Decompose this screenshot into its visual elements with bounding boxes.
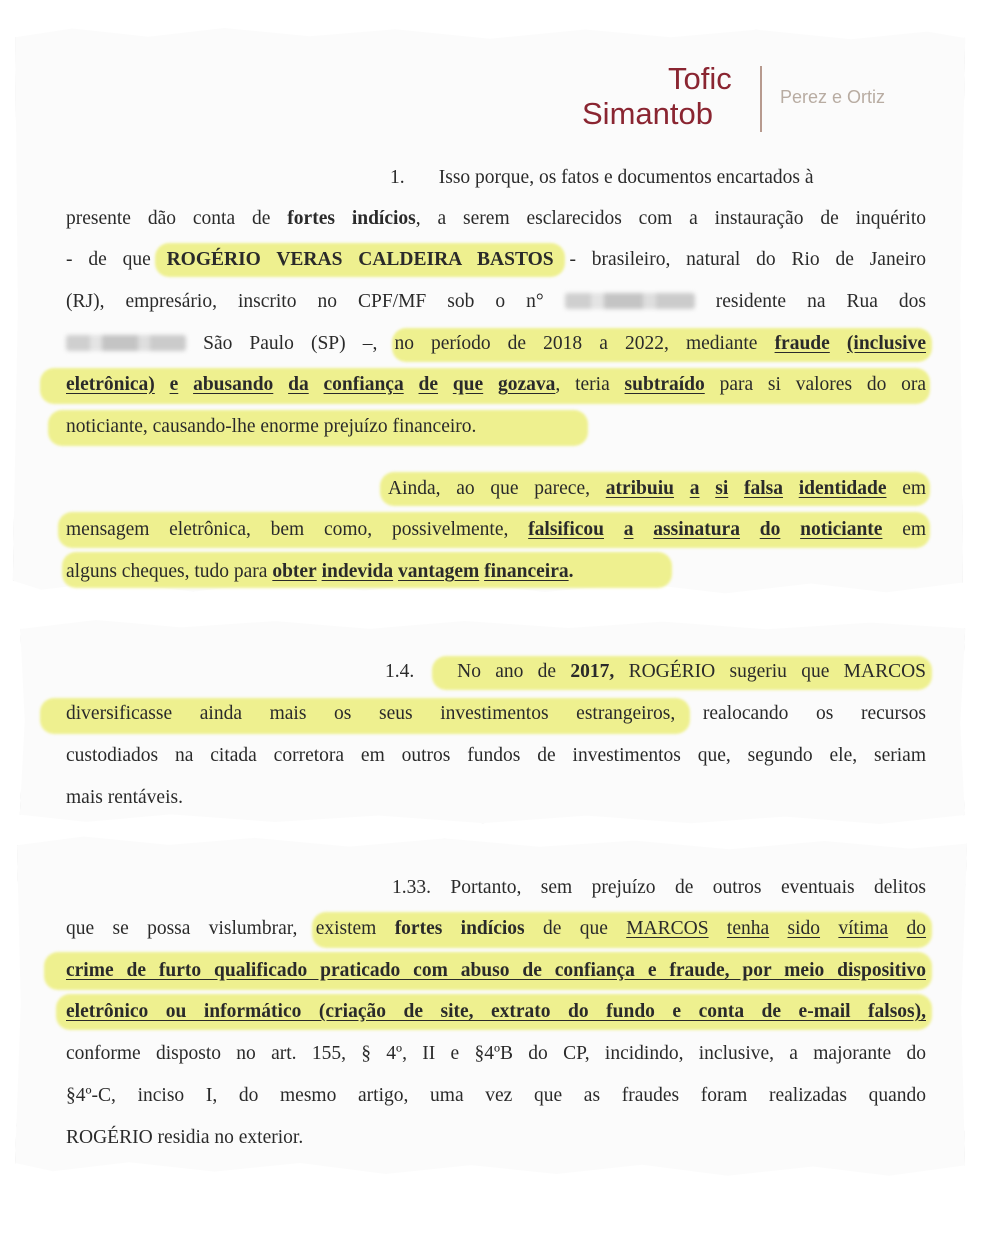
paragraph-number: 1.33.	[392, 877, 431, 898]
paragraph-1-4-line-3: custodiados na citada corretora em outros fundos de investimentos que, segundo ele, seriam	[66, 745, 926, 766]
paragraph-1-4-line-2: diversificasse ainda mais os seus investimentos estrangeiros, realocando os recursos	[66, 703, 926, 724]
paragraph-2-line-1: Ainda, ao que parece, atribuiu a si falsa identidade em	[388, 478, 927, 499]
logo-divider	[760, 66, 762, 132]
paragraph-1-33-line-5: conforme disposto no art. 155, § 4º, II e §4ºB do CP, incidindo, inclusive, a majorante do	[66, 1043, 926, 1064]
paragraph-1-4-line-1: 1.4. No ano de 2017, ROGÉRIO sugeriu que MARCOS	[385, 661, 927, 682]
redacted-address	[66, 335, 186, 351]
paragraph-1-4-line-4: mais rentáveis.	[66, 787, 183, 808]
logo-partner: Perez e Ortiz	[780, 87, 886, 107]
paragraph-2-line-3: alguns cheques, tudo para obter indevida vantagem financeira.	[66, 561, 574, 582]
suspect-name: ROGÉRIO VERAS CALDEIRA BASTOS	[166, 249, 554, 270]
paragraph-1-line-4: (RJ), empresário, inscrito no CPF/MF sob o n° residente na Rua dos	[66, 291, 927, 312]
paragraph-2-line-2: mensagem eletrônica, bem como, possivelmente, falsificou a assinatura do noticiante em	[66, 519, 927, 540]
paragraph-1-line-6: eletrônica) e abusando da confiança de que gozava, teria subtraído para si valores do ora	[66, 374, 927, 395]
paragraph-1-line-7: noticiante, causando-lhe enorme prejuízo financeiro.	[66, 416, 477, 437]
paragraph-1-33-line-7: ROGÉRIO residia no exterior.	[66, 1127, 304, 1148]
paragraph-1-line-5: São Paulo (SP) –, no período de 2018 a 2022, mediante fraude (inclusive	[66, 330, 926, 358]
paragraph-1-line-3: - de que ROGÉRIO VERAS CALDEIRA BASTOS - brasileiro, natural do Rio de Janeiro	[66, 249, 927, 270]
redacted-cpf	[565, 293, 695, 309]
paragraph-number: 1.	[390, 167, 405, 188]
paragraph-1-33-line-4: eletrônico ou informático (criação de site, extrato do fundo e conta de e-mail falsos),	[66, 1001, 926, 1022]
paragraph-1-33-line-3: crime de furto qualificado praticado com abuso de confiança e fraude, por meio dispositivo	[66, 960, 926, 981]
logo-line-2: Simantob	[582, 96, 713, 131]
paragraph-1-line-2: presente dão conta de fortes indícios, a serem esclarecidos com a instauração de inquérito	[66, 208, 927, 229]
paragraph-1-line-1: 1. Isso porque, os fatos e documentos encartados à	[390, 167, 814, 188]
logo-line-1: Tofic	[668, 61, 732, 96]
paragraph-1-33-line-6: §4º-C, inciso I, do mesmo artigo, uma vez que as fraudes foram realizadas quando	[66, 1085, 926, 1106]
paragraph-1-33-line-1: 1.33. Portanto, sem prejuízo de outros eventuais delitos	[392, 877, 926, 898]
paragraph-number: 1.4.	[385, 661, 415, 682]
paragraph-1-33-line-2: que se possa vislumbrar, existem fortes indícios de que MARCOS tenha sido vítima do	[66, 918, 927, 939]
